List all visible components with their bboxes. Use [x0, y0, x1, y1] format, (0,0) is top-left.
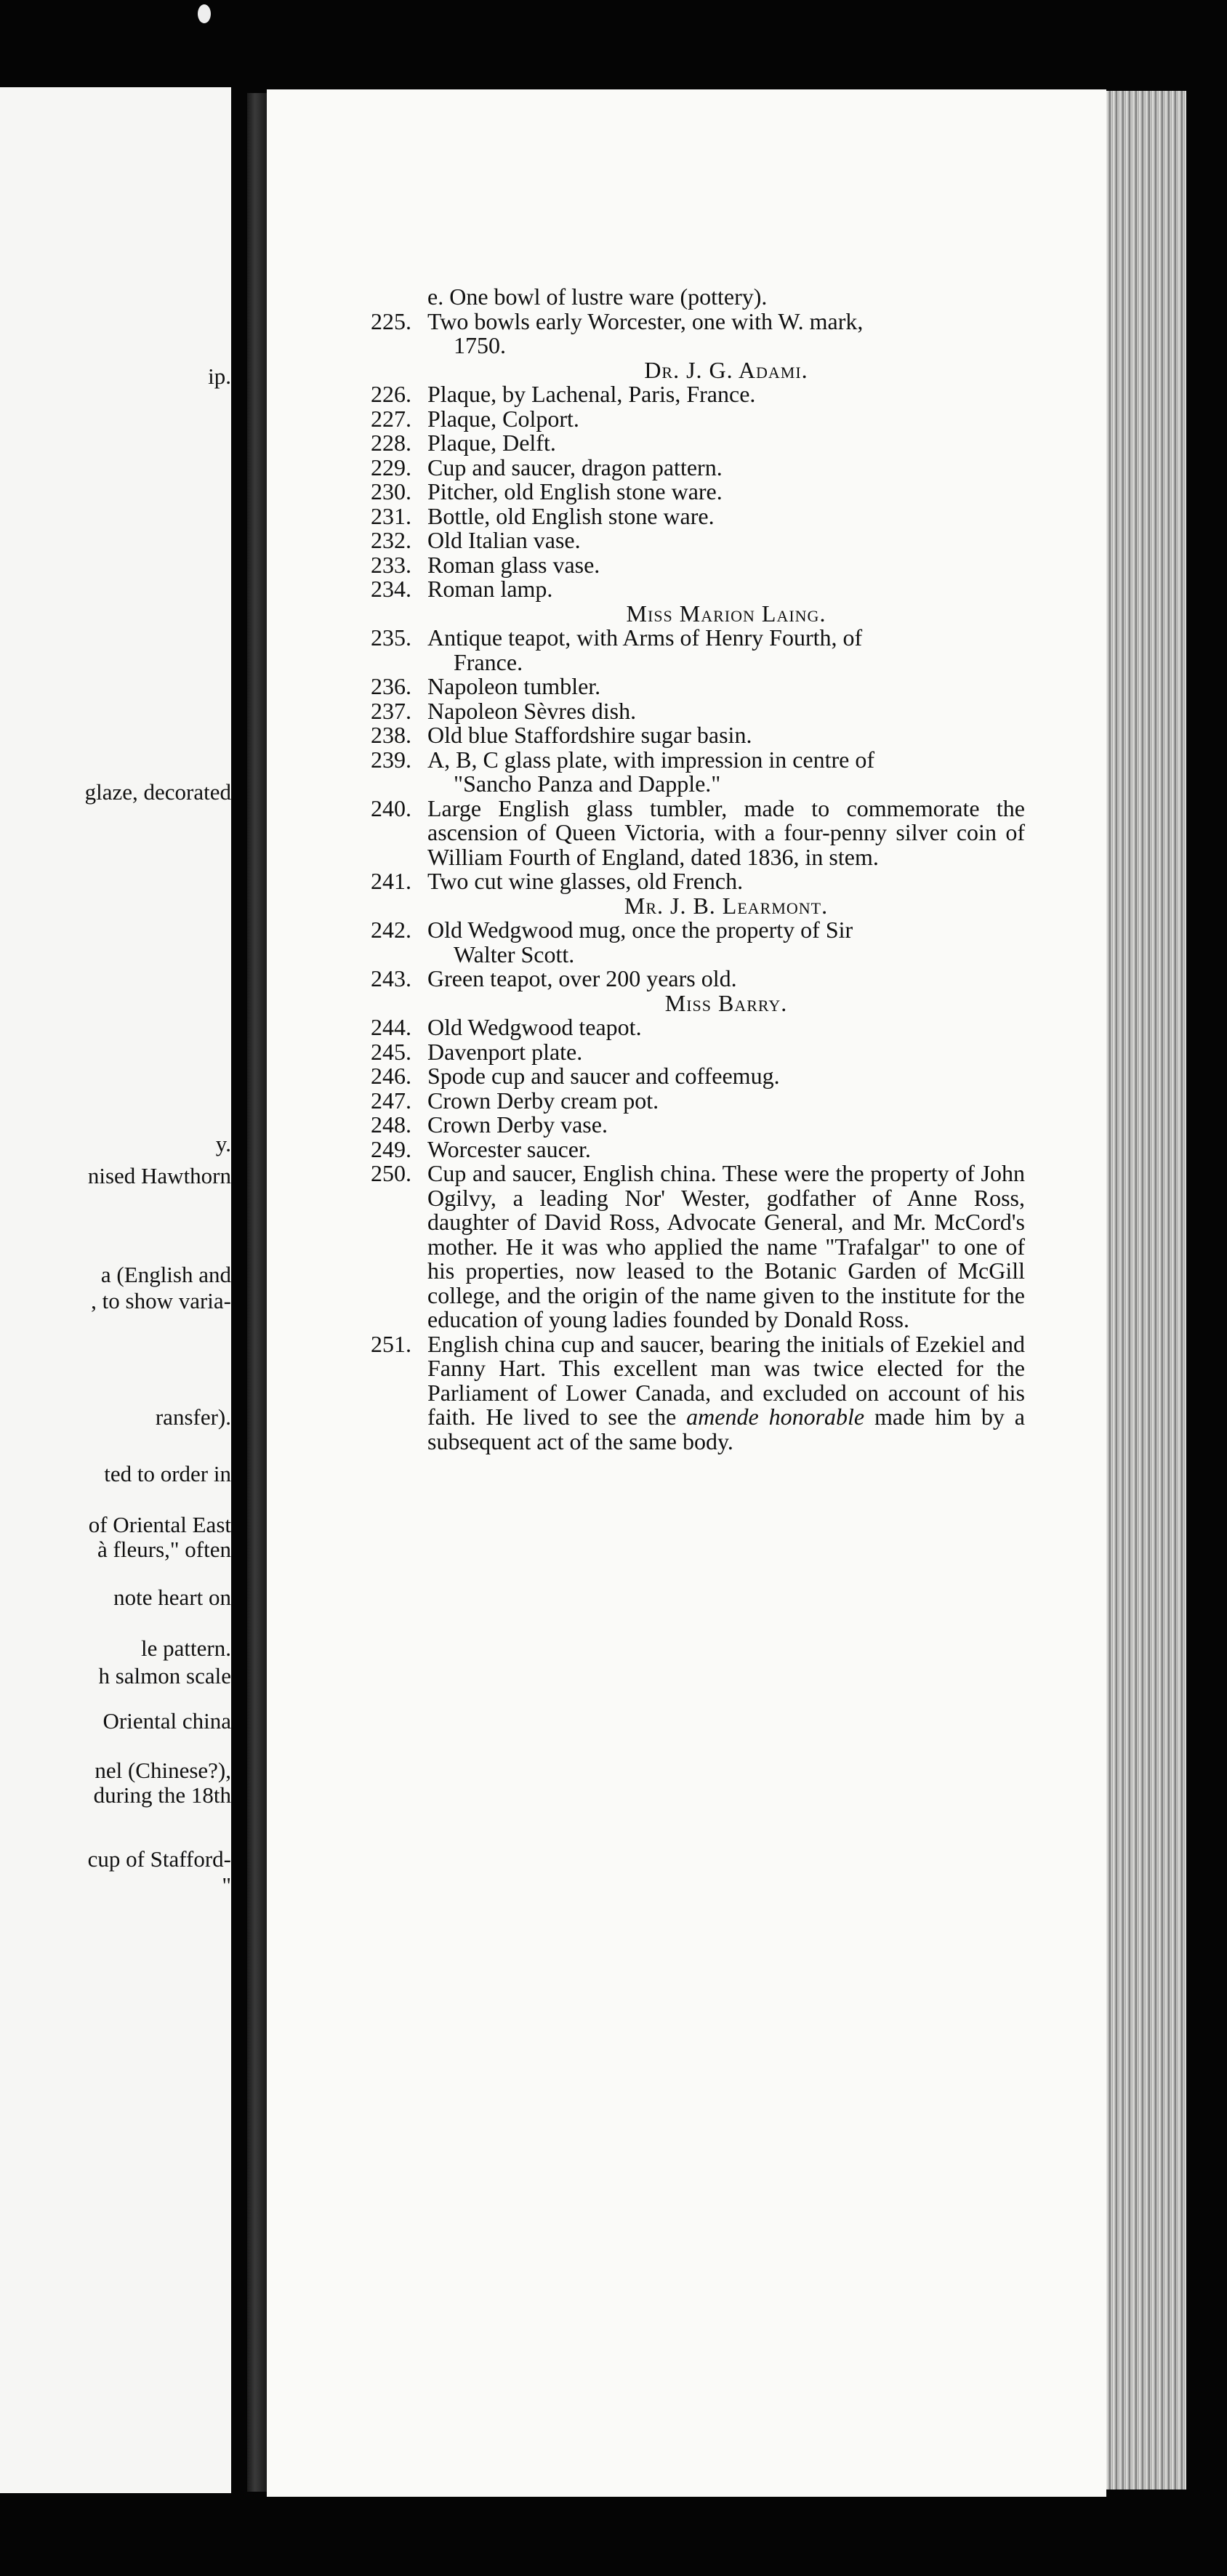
entry-text: Old Italian vase. — [427, 527, 581, 553]
entry-number: 250. — [371, 1160, 411, 1186]
catalogue-entry — [371, 723, 1025, 748]
left-page-line: note heart on — [113, 1585, 231, 1610]
catalogue-entry — [371, 1089, 1025, 1114]
catalogue-entry-251 — [371, 1332, 1025, 1454]
left-page-line: ransfer). — [155, 1404, 231, 1430]
entry-text: Roman glass vase. — [427, 551, 600, 578]
catalogue-entry — [371, 480, 1025, 504]
entry-text: Plaque, by Lachenal, Paris, France. — [427, 381, 756, 407]
entry-number: 243. — [371, 965, 411, 991]
entry-number: 232. — [371, 527, 411, 553]
catalogue-entry — [371, 382, 1025, 407]
catalogue-text — [371, 285, 1025, 1454]
catalogue-entry — [371, 675, 1025, 699]
laing-entry-list — [371, 675, 1025, 748]
entry-number: 235. — [371, 624, 411, 651]
entry-text: Two cut wine glasses, old French. — [427, 868, 744, 894]
left-page-line: cup of Stafford- — [87, 1846, 231, 1872]
donor-heading-learmont: Mr. J. B. Learmont. — [624, 892, 829, 919]
entry-text: Pitcher, old English stone ware. — [427, 478, 723, 504]
catalogue-entry — [371, 528, 1025, 553]
entry-text: Crown Derby vase. — [427, 1111, 608, 1138]
entry-number: 226. — [371, 381, 411, 407]
catalogue-line-intro: e. One bowl of lustre ware (pottery). — [427, 283, 768, 310]
barry-entry-list — [371, 1015, 1025, 1162]
catalogue-entry — [371, 553, 1025, 578]
entry-text: Old blue Staffordshire sugar basin. — [427, 722, 752, 748]
entry-number: 238. — [371, 722, 411, 748]
entry-number: 240. — [371, 794, 411, 821]
entry-number: 230. — [371, 478, 411, 504]
entry-text: Worcester saucer. — [427, 1135, 591, 1162]
left-page-line: Oriental china — [102, 1708, 231, 1734]
left-page-line: during the 18th — [93, 1782, 231, 1808]
entry-text: Old Wedgwood mug, once the property of Sir — [427, 917, 853, 943]
catalogue-entry-240 — [371, 794, 1025, 870]
entry-text: Davenport plate. — [427, 1038, 583, 1065]
entry-number: 225. — [371, 307, 411, 334]
page-edges — [1106, 91, 1186, 2490]
entry-text: Plaque, Colport. — [427, 405, 579, 432]
entry-text: Spode cup and saucer and coffeemug. — [427, 1063, 780, 1089]
entry-text: Cup and saucer, dragon pattern. — [427, 454, 723, 480]
catalogue-entry — [371, 456, 1025, 480]
catalogue-entry — [371, 1135, 1025, 1162]
left-page-line: nised Hawthorn — [87, 1163, 231, 1188]
left-page-line: y. — [215, 1131, 231, 1156]
book-gutter — [247, 93, 267, 2492]
left-page-line: ip. — [208, 363, 231, 389]
left-page-line: nel (Chinese?), — [94, 1758, 231, 1783]
entry-text: A, B, C glass plate, with impression in centre of — [427, 746, 875, 773]
catalogue-entry-241 — [371, 869, 1025, 894]
entry-continuation: Walter Scott. — [454, 941, 575, 967]
entry-continuation: "Sancho Panza and Dapple." — [454, 770, 721, 797]
left-page-line: , to show varia- — [91, 1288, 231, 1313]
entry-text — [427, 1332, 1025, 1454]
left-page-line: h salmon scale — [98, 1663, 231, 1689]
entry-text: Napoleon tumbler. — [427, 673, 601, 699]
catalogue-entry — [371, 1064, 1025, 1089]
entry-number: 246. — [371, 1063, 411, 1089]
entry-text-part: made him by a subsequent act of the same body. — [427, 1404, 1026, 1454]
catalogue-entry-225 — [371, 307, 1025, 358]
entry-text: Napoleon Sèvres dish. — [427, 697, 637, 724]
entry-number: 236. — [371, 673, 411, 699]
catalogue-entry — [371, 407, 1025, 432]
left-page — [0, 87, 231, 2493]
entry-number: 231. — [371, 502, 411, 529]
entry-continuation: 1750. — [454, 332, 506, 358]
entry-text: Roman lamp. — [427, 576, 553, 602]
entry-text: Bottle, old English stone ware. — [427, 502, 715, 529]
catalogue-entry — [371, 699, 1025, 724]
left-page-line: " — [222, 1872, 231, 1898]
entry-number: 228. — [371, 430, 411, 456]
left-page-line: of Oriental East — [88, 1512, 231, 1537]
entry-number: 247. — [371, 1087, 411, 1114]
catalogue-entry-250 — [371, 1162, 1025, 1332]
left-page-line: ted to order in — [104, 1461, 231, 1486]
left-page-line: a (English and — [100, 1262, 231, 1287]
entry-text: Plaque, Delft. — [427, 430, 556, 456]
entry-number: 242. — [371, 917, 411, 943]
entry-number: 234. — [371, 576, 411, 602]
catalogue-entry — [371, 577, 1025, 602]
entry-number: 233. — [371, 551, 411, 578]
entry-number: 248. — [371, 1111, 411, 1138]
entry-number: 229. — [371, 454, 411, 480]
entry-text: Two bowls early Worcester, one with W. mark, — [427, 307, 864, 334]
entry-number: 249. — [371, 1135, 411, 1162]
entry-continuation: France. — [454, 648, 523, 675]
dust-speck — [198, 4, 211, 23]
entry-number: 237. — [371, 697, 411, 724]
entry-text: Crown Derby cream pot. — [427, 1087, 659, 1114]
donor-heading-laing: Miss Marion Laing. — [626, 600, 826, 627]
left-page-line: à fleurs," often — [97, 1537, 231, 1562]
entry-text-part: English china cup and saucer, bearing the initials of Ezekiel and Fanny Hart. This excellent man was twice elected for the Parliament of Lower Canada, and excluded on account of his faith. He lived to see the — [427, 1330, 1025, 1430]
left-page-line: le pattern. — [141, 1635, 231, 1661]
entry-text: Large English glass tumbler, made to commemorate the ascension of Queen Victoria, with a four-penny silver coin of William Fourth of England, dated 1836, in stem. — [427, 794, 1025, 870]
entry-text: Cup and saucer, English china. These were the property of John Ogilvy, a leading Nor' Wester, godfather of Anne Ross, daughter of David Ross, Advocate General, and Mr. McCord's mother. He it was who applied the name "Trafalgar" to one of his properties, now leased to the Botanic Garden of McGill college, and the origin of the name given to the institute for the education of young ladies founded by Donald Ross. — [427, 1160, 1025, 1332]
entry-number: 239. — [371, 746, 411, 773]
donor-heading-barry: Miss Barry. — [664, 989, 788, 1016]
catalogue-entry — [371, 1015, 1025, 1040]
entry-number: 251. — [371, 1330, 411, 1357]
catalogue-entry — [371, 1040, 1025, 1065]
catalogue-entry-239 — [371, 748, 1025, 797]
entry-number: 241. — [371, 868, 411, 894]
entry-number: 227. — [371, 405, 411, 432]
catalogue-entry — [371, 504, 1025, 529]
catalogue-entry-242 — [371, 918, 1025, 967]
entry-number: 245. — [371, 1038, 411, 1065]
catalogue-entry-243 — [371, 967, 1025, 991]
entry-number: 244. — [371, 1014, 411, 1040]
entry-text: Antique teapot, with Arms of Henry Fourth, of — [427, 624, 863, 651]
left-page-line: glaze, decorated — [84, 779, 231, 805]
catalogue-entry — [371, 431, 1025, 456]
entry-text-italic: amende honorable — [686, 1404, 865, 1430]
entry-text: Old Wedgwood teapot. — [427, 1014, 642, 1040]
entry-text: Green teapot, over 200 years old. — [427, 965, 737, 991]
adami-entry-list — [371, 382, 1025, 602]
catalogue-entry — [371, 1113, 1025, 1138]
catalogue-entry-235 — [371, 626, 1025, 675]
donor-heading-adami: Dr. J. G. Adami. — [644, 356, 808, 383]
